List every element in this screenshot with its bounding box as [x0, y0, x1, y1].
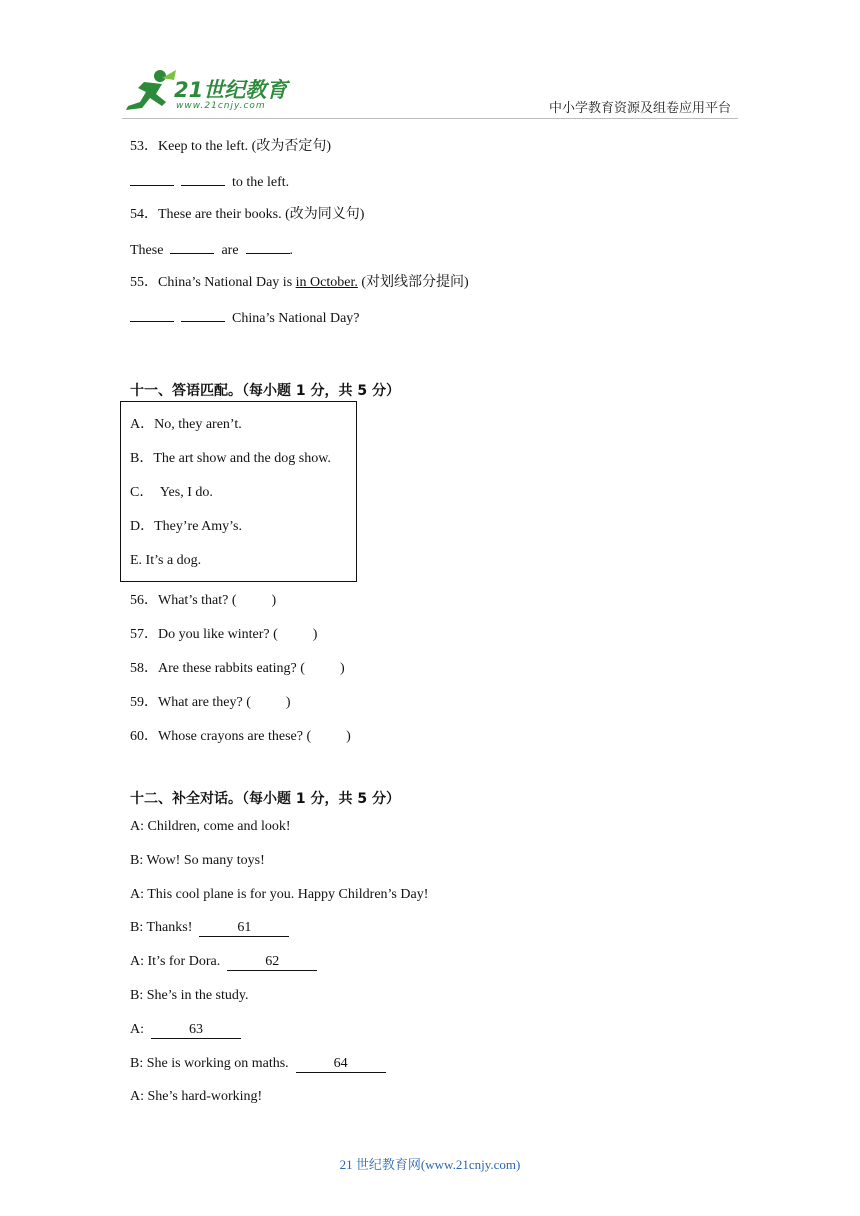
- dialogue-line: B: She’s in the study.: [130, 988, 249, 1003]
- logo-text: 21世纪教育: [174, 78, 288, 102]
- dialogue-text: B: Thanks!: [130, 920, 193, 935]
- q55-prompt-post: (对划线部分提问): [357, 275, 469, 290]
- dialogue-line: A: She’s hard-working!: [130, 1089, 263, 1104]
- dialogue-line: A: Children, come and look!: [130, 819, 291, 834]
- q55-prompt: [130, 274, 469, 292]
- blank[interactable]: [181, 308, 225, 322]
- section-12-title: 十二、补全对话。（每小题 1 分，共 5 分）: [130, 791, 400, 807]
- question-58: 58．Are these rabbits eating? ( ): [130, 661, 345, 676]
- dialogue-text: B: She is working on maths.: [130, 1056, 289, 1071]
- dialogue-line: B: Wow! So many toys!: [130, 853, 265, 868]
- q54-word-1: These: [130, 243, 164, 258]
- q54-prompt: 54．These are their books. (改为同义句): [130, 207, 365, 222]
- logo: [122, 68, 292, 116]
- blank[interactable]: [170, 240, 214, 254]
- q55-answer-line: [130, 308, 360, 328]
- blank[interactable]: [130, 172, 174, 186]
- option-e: E. It’s a dog.: [130, 553, 202, 568]
- question-57: 57．Do you like winter? ( ): [130, 627, 318, 642]
- option-d: D．They’re Amy’s.: [130, 519, 242, 534]
- blank[interactable]: [246, 240, 290, 254]
- blank-62[interactable]: 62: [227, 953, 317, 971]
- q53-answer-line: [130, 172, 289, 192]
- dialogue-line-63: [130, 1021, 241, 1039]
- q55-answer-suffix: China’s National Day?: [232, 311, 360, 326]
- dialogue-line-61: [130, 919, 289, 937]
- section-11-title: 十一、答语匹配。（每小题 1 分，共 5 分）: [130, 383, 400, 399]
- q54-word-2: are: [221, 243, 239, 258]
- blank[interactable]: [181, 172, 225, 186]
- q53-prompt: 53．Keep to the left. (改为否定句): [130, 139, 332, 154]
- dialogue-line-64: [130, 1055, 386, 1073]
- q53-answer-suffix: to the left.: [232, 175, 290, 190]
- blank-64[interactable]: 64: [296, 1055, 386, 1073]
- question-59: 59．What are they? ( ): [130, 695, 291, 710]
- runner-logo-icon: [122, 68, 178, 114]
- blank-61[interactable]: 61: [199, 919, 289, 937]
- dialogue-text: A: It’s for Dora.: [130, 954, 221, 969]
- option-b: B．The art show and the dog show.: [130, 451, 331, 466]
- option-a: A．No, they aren’t.: [130, 417, 242, 432]
- dialogue-line-62: [130, 953, 317, 971]
- question-60: 60．Whose crayons are these? ( ): [130, 729, 351, 744]
- dialogue-line: A: This cool plane is for you. Happy Children’s Day!: [130, 887, 429, 902]
- question-56: 56．What’s that? ( ): [130, 593, 277, 608]
- logo-url: www.21cnjy.com: [176, 101, 266, 111]
- blank-63[interactable]: 63: [151, 1021, 241, 1039]
- header-divider: [122, 118, 738, 119]
- header-platform-text: 中小学教育资源及组卷应用平台: [549, 101, 732, 116]
- dialogue-text: A:: [130, 1022, 144, 1037]
- option-c: C． Yes, I do.: [130, 485, 213, 500]
- q54-answer-line: These are .: [130, 240, 293, 260]
- footer-text[interactable]: 21 世纪教育网(www.21cnjy.com): [339, 1157, 521, 1172]
- q55-underlined: in October.: [295, 275, 358, 290]
- blank[interactable]: [130, 308, 174, 322]
- q55-prompt-pre: 55．China’s National Day is: [130, 275, 296, 290]
